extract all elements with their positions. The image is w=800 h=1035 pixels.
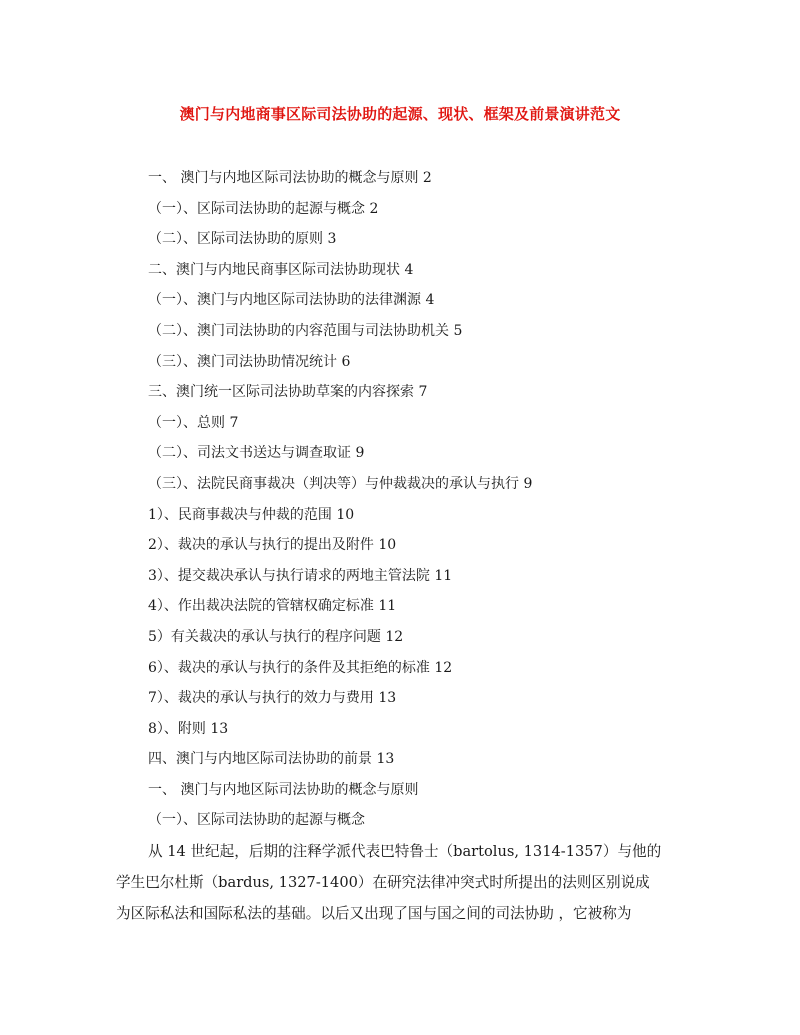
toc-entry: 6）、裁决的承认与执行的条件及其拒绝的标准 12 [148, 659, 453, 676]
toc-entry: （一）、区际司法协助的起源与概念 2 [148, 200, 379, 217]
toc-entry: 7）、裁决的承认与执行的效力与费用 13 [148, 690, 397, 707]
subsection-heading: （一）、区际司法协助的起源与概念 [148, 812, 365, 829]
document-title: 澳门与内地商事区际司法协助的起源、现状、框架及前景演讲范文 [179, 105, 621, 123]
toc-entry: 三、澳门统一区际司法协助草案的内容探索 7 [148, 384, 428, 401]
toc-entry: 四、澳门与内地区际司法协助的前景 13 [148, 751, 395, 768]
paragraph-line: 为区际私法和国际私法的基础。以后又出现了国与国之间的司法协助 ，它被称为 [116, 905, 632, 922]
section-heading: 一、 澳门与内地区际司法协助的概念与原则 [148, 781, 419, 798]
toc-entry: 二、澳门与内地民商事区际司法协助现状 4 [148, 261, 414, 278]
toc-entry: （三）、澳门司法协助情况统计 6 [148, 353, 351, 370]
toc-entry: （二）、澳门司法协助的内容范围与司法协助机关 5 [148, 322, 463, 339]
toc-entry: （三）、法院民商事裁决（判决等）与仲裁裁决的承认与执行 9 [148, 475, 533, 492]
paragraph-line: 从 14 世纪起，后期的注释学派代表巴特鲁士（bartolus, 1314-1357）与他的 [148, 843, 662, 860]
toc-entry: （一）、总则 7 [148, 414, 239, 431]
toc-entry: 4）、作出裁决法院的管辖权确定标准 11 [148, 598, 397, 615]
toc-entry: （一）、澳门与内地区际司法协助的法律渊源 4 [148, 292, 435, 309]
toc-entry: 3）、提交裁决承认与执行请求的两地主管法院 11 [148, 567, 453, 584]
toc-entry: 5）有关裁决的承认与执行的程序问题 12 [148, 628, 404, 645]
toc-entry: 8）、附则 13 [148, 720, 229, 737]
paragraph-line: 学生巴尔杜斯（bardus, 1327-1400）在研究法律冲突式时所提出的法则区别说成 [116, 874, 650, 891]
toc-entry: 一、 澳门与内地区际司法协助的概念与原则 2 [148, 170, 432, 186]
body-paragraph [116, 836, 696, 929]
table-of-contents [148, 163, 708, 836]
toc-entry: （二）、司法文书送达与调查取证 9 [148, 445, 365, 462]
toc-entry: （二）、区际司法协助的原则 3 [148, 231, 337, 248]
toc-entry: 1）、民商事裁决与仲裁的范围 10 [148, 506, 355, 523]
toc-entry: 2）、裁决的承认与执行的提出及附件 10 [148, 537, 397, 554]
